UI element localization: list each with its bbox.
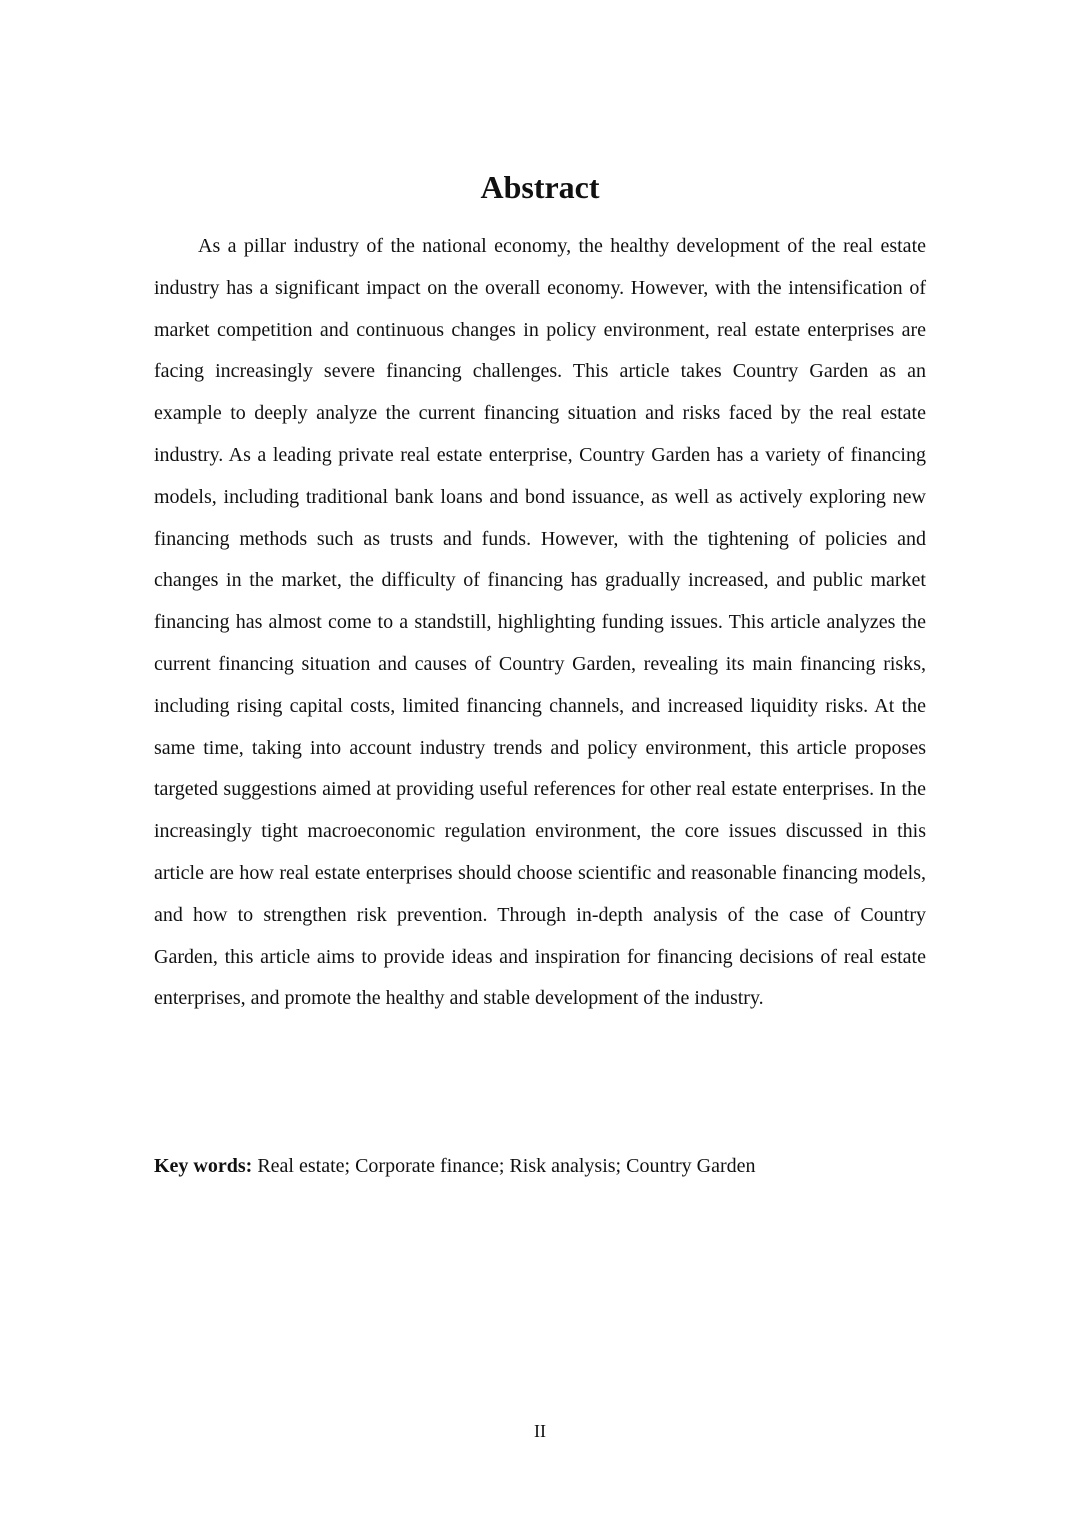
keywords-label: Key words: bbox=[154, 1155, 253, 1177]
keywords-text: Real estate; Corporate finance; Risk analysis; Country Garden bbox=[257, 1155, 756, 1177]
abstract-body: As a pillar industry of the national economy, the healthy development of the real estate industry has a significant impact on the overall economy. However, with the intensification of market competition and continuous changes in policy environment, real estate enterprises are facing increasingly severe financing challenges. This article takes Country Garden as an example to deeply analyze the current financing situation and risks faced by the real estate industry. As a leading private real estate enterprise, Country Garden has a variety of financing models, including traditional bank loans and bond issuance, as well as actively exploring new financing methods such as trusts and funds. However, with the tightening of policies and changes in the market, the difficulty of financing has gradually increased, and public market financing has almost come to a standstill, highlighting funding issues. This article analyzes the current financing situation and causes of Country Garden, revealing its main financing risks, including rising capital costs, limited financing channels, and increased liquidity risks. At the same time, taking into account industry trends and policy environment, this article proposes targeted suggestions aimed at providing useful references for other real estate enterprises. In the increasingly tight macroeconomic regulation environment, the core issues discussed in this article are how real estate enterprises should choose scientific and reasonable financing models, and how to strengthen risk prevention. Through in-depth analysis of the case of Country Garden, this article aims to provide ideas and inspiration for financing decisions of real estate enterprises, and promote the healthy and stable development of the industry. bbox=[154, 235, 926, 1010]
keywords-line bbox=[154, 1149, 926, 1183]
abstract-title: Abstract bbox=[480, 169, 600, 205]
page-number: II bbox=[534, 1421, 546, 1441]
